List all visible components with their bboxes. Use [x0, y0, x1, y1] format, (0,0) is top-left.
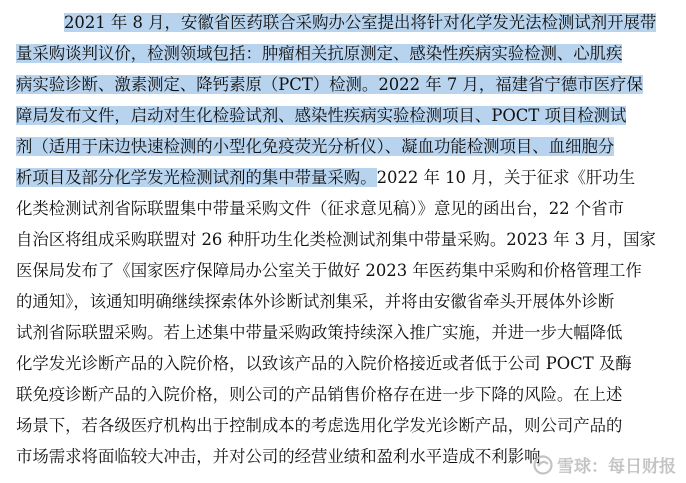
text-line [16, 101, 626, 131]
text-line [16, 442, 541, 472]
text-line [16, 225, 656, 255]
text-line [16, 163, 635, 193]
snowball-icon [533, 455, 553, 475]
text-line [16, 132, 614, 162]
line-text: 的通知》，该通知明确继续探索体外诊断试剂集采，并将由安徽省牵头开展体外诊断 [16, 292, 615, 311]
line-text: 医保局发布了《国家医疗保障局办公室关于做好 2023 年医药集中采购和价格管理工作 [16, 261, 642, 280]
line-text: 化学发光诊断产品的入院价格，以致该产品的入院价格接近或者低于公司 POCT 及酶 [16, 354, 632, 373]
highlighted-text: 析项目及部分化学发光检测试剂的集中带量采购。 [16, 168, 377, 187]
watermark-text: 雪球：每日财报 [557, 457, 676, 477]
highlighted-text: 剂（适用于床边快速检测的小型化免疫荧光分析仪）、凝血功能检测项目、血细胞分 [16, 137, 615, 156]
text-line [16, 318, 622, 348]
line-text: 市场需求将面临较大冲击，并对公司的经营业绩和盈利水平造成不利影响 [16, 447, 541, 466]
text-line [16, 70, 643, 100]
text-line [16, 411, 622, 441]
text-line [16, 194, 624, 224]
line-text: 2022 年 10 月，关于征求《肝功生 [376, 168, 636, 187]
line-text: 场景下，若各级医疗机构出于控制成本的考虑选用化学发光诊断产品，则公司产品的 [16, 416, 623, 435]
line-text: 试剂省际联盟采购。若上述集中带量采购政策持续深入推广实施，并进一步大幅降低 [16, 323, 623, 342]
text-line [16, 39, 622, 69]
line-text: 自治区将组成采购联盟对 26 种肝功生化类检测试剂集中带量采购。2023 年 3 月，国家 [16, 230, 656, 249]
text-line [16, 287, 614, 317]
text-line [16, 380, 622, 410]
highlighted-text: 障局发布文件，启动对生化检验试剂、感染性疾病实验检测项目、POCT 项目检测试 [16, 106, 627, 125]
text-line [16, 256, 642, 286]
highlighted-text: 量采购谈判议价，检测领域包括：肿瘤相关抗原测定、感染性疾病实验检测、心肌疾 [16, 44, 623, 63]
line-text: 联免疫诊断产品的入院价格，则公司的产品销售价格存在进一步下降的风险。在上述 [16, 385, 623, 404]
watermark [533, 452, 676, 477]
highlighted-text: 2021 年 8 月，安徽省医药联合采购办公室提出将针对化学发光法检测试剂开展带 [64, 13, 657, 32]
highlighted-text: 病实验诊断、激素测定、降钙素原（PCT）检测。2022 年 7 月，福建省宁德市医疗保 [16, 75, 643, 94]
text-line [64, 8, 656, 38]
text-line [16, 349, 632, 379]
line-text: 化类检测试剂省际联盟集中带量采购文件（征求意见稿）》意见的函出台，22 个省市 [16, 199, 624, 218]
